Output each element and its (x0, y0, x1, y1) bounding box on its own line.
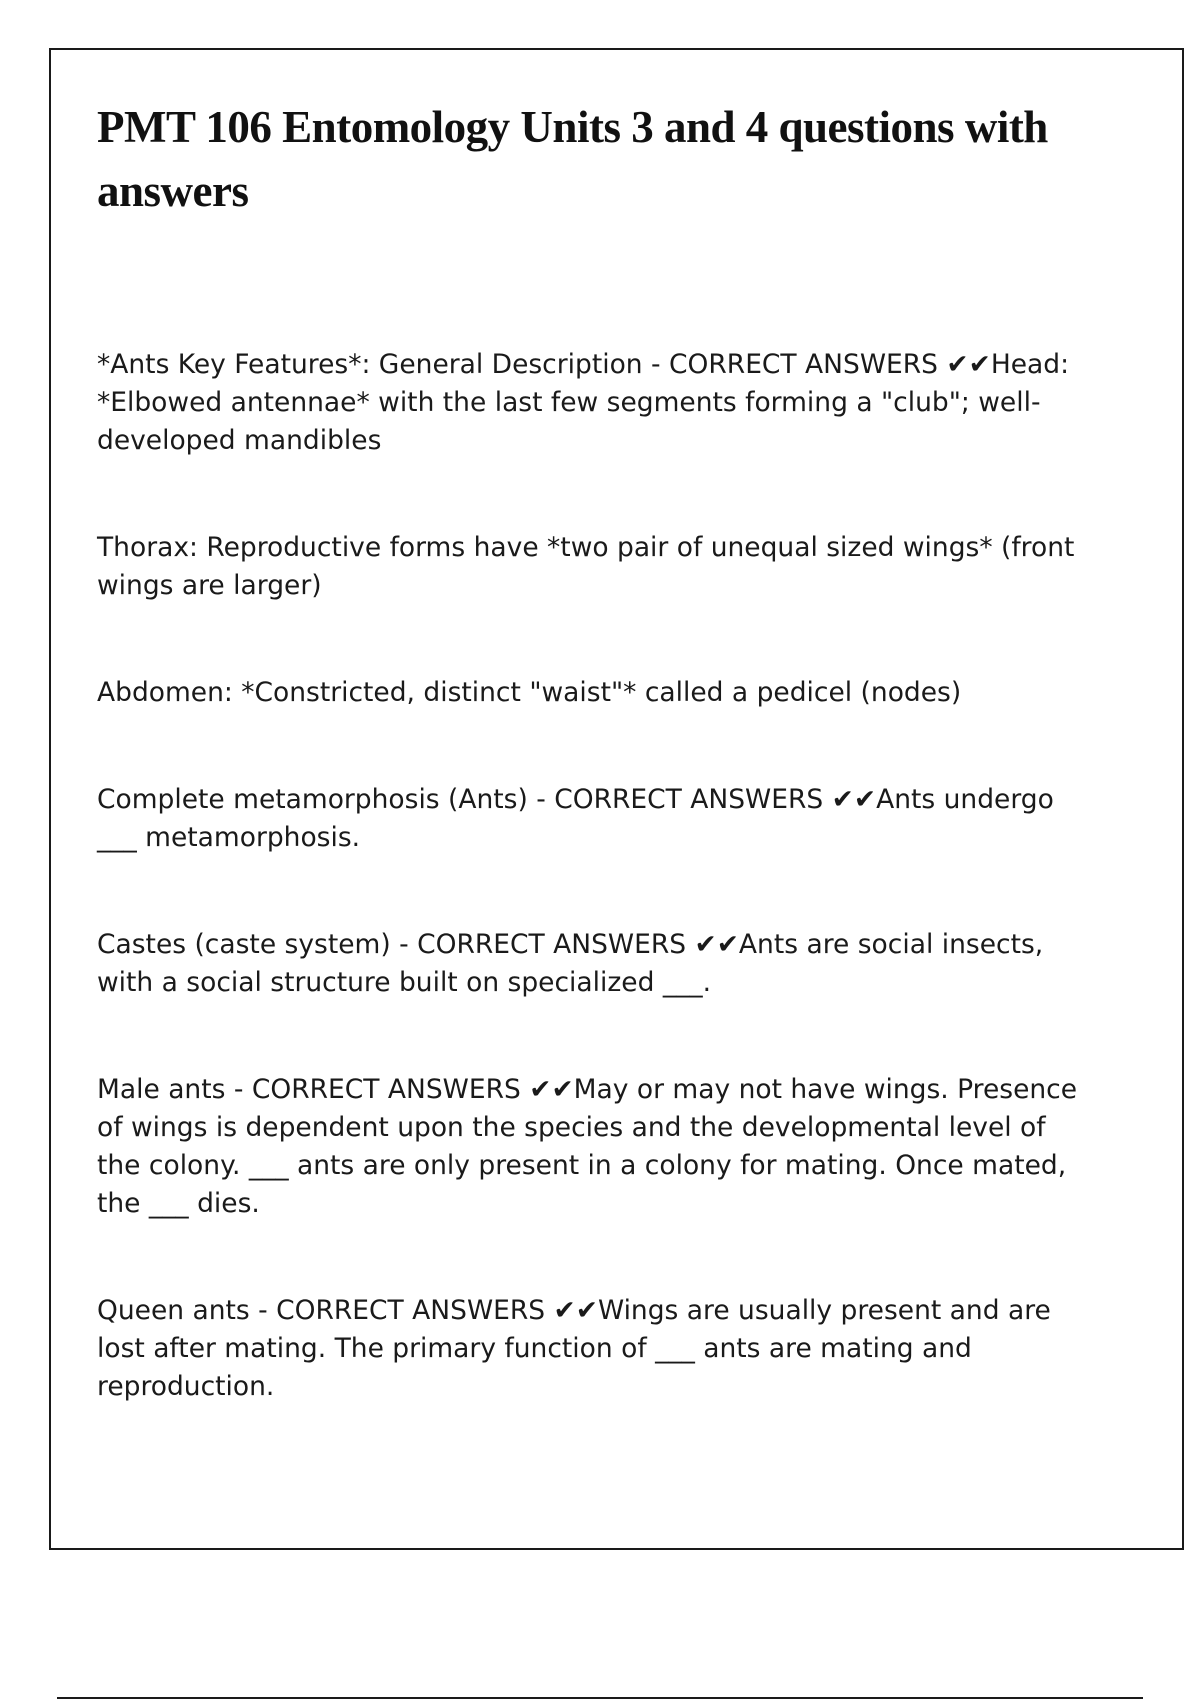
document-title: PMT 106 Entomology Units 3 and 4 questions with answers (97, 102, 1048, 216)
qa-item-abdomen: Abdomen: *Constricted, distinct "waist"* called a pedicel (nodes) (97, 677, 962, 708)
qa-item-male-ants: Male ants - CORRECT ANSWERS ✔✔May or may not have wings. Presence of wings is dependent upon the species and the developmental level of the colony. ___ ants are only present in a colony for mating. Once mated, the ___ dies. (97, 1074, 1078, 1219)
bottom-divider (57, 1697, 1143, 1699)
qa-item-complete-metamorphosis: Complete metamorphosis (Ants) - CORRECT ANSWERS ✔✔Ants undergo ___ metamorphosis. (97, 784, 1054, 853)
qa-item-ants-key-features: *Ants Key Features*: General Description - CORRECT ANSWERS ✔✔Head: *Elbowed antennae* with the last few segments forming a "club"; well-developed mandibles (97, 349, 1070, 456)
qa-item-thorax: Thorax: Reproductive forms have *two pair of unequal sized wings* (front wings are larger) (97, 532, 1075, 601)
qa-list (97, 346, 1097, 1406)
qa-item-queen-ants: Queen ants - CORRECT ANSWERS ✔✔Wings are usually present and are lost after mating. The primary function of ___ ants are mating and reproduction. (97, 1295, 1051, 1402)
qa-item-castes: Castes (caste system) - CORRECT ANSWERS ✔✔Ants are social insects, with a social structure built on specialized ___. (97, 929, 1044, 998)
